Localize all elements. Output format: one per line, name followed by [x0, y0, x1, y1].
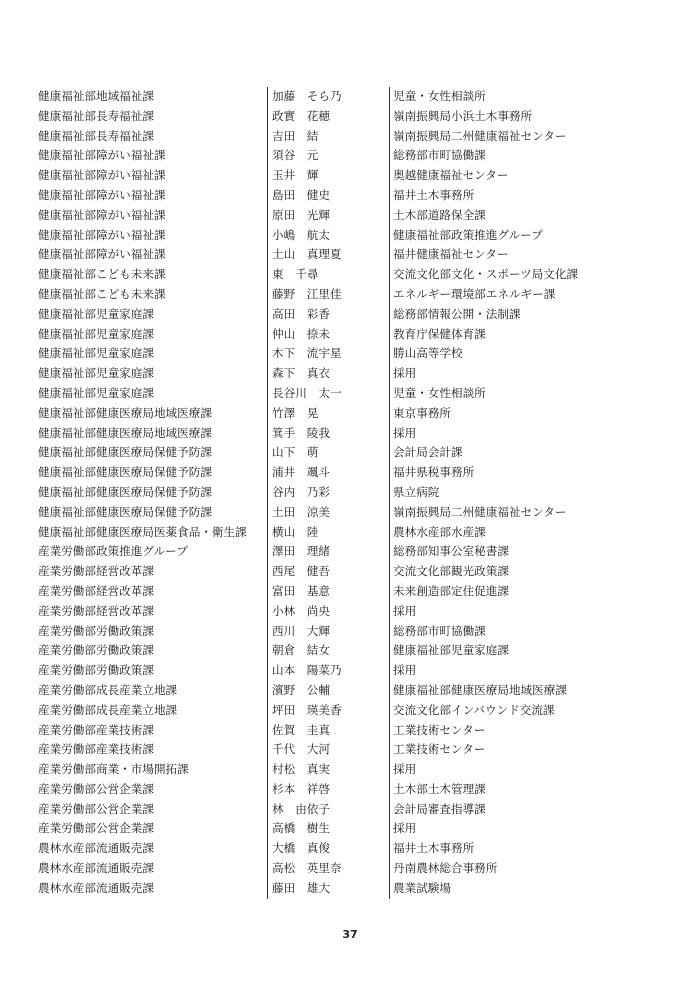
name-cell: 木下 流宇星: [267, 344, 389, 364]
previous-post-cell: 児童・女性相談所: [389, 384, 629, 404]
table-row: [38, 107, 638, 127]
name-cell: 藤野 江里佳: [267, 285, 389, 305]
department-cell: 健康福祉部こども未来課: [38, 286, 166, 301]
department-cell: 産業労働部経営改革課: [38, 564, 154, 579]
table-row: [38, 542, 638, 562]
table-row: [38, 780, 638, 800]
name-cell: 土田 涼美: [267, 503, 389, 523]
previous-post-cell: 嶺南振興局小浜土木事務所: [389, 107, 629, 127]
name-cell: 東 千尋: [267, 265, 389, 285]
name-cell: 高橋 樹生: [267, 819, 389, 839]
table-row: [38, 661, 638, 681]
previous-post-cell: 健康福祉部児童家庭課: [389, 641, 629, 661]
table-row: [38, 523, 638, 543]
previous-post-cell: 採用: [389, 760, 629, 780]
name-cell: 高田 彩香: [267, 305, 389, 325]
name-cell: 箕手 陵我: [267, 424, 389, 444]
previous-post-cell: 会計局会計課: [389, 443, 629, 463]
table-row: [38, 602, 638, 622]
previous-post-cell: 東京事務所: [389, 404, 629, 424]
previous-post-cell: 工業技術センター: [389, 721, 629, 741]
table-row: [38, 879, 638, 899]
previous-post-cell: 採用: [389, 661, 629, 681]
previous-post-cell: 採用: [389, 602, 629, 622]
table-row: [38, 285, 638, 305]
department-cell: 健康福祉部長寿福祉課: [38, 108, 154, 123]
department-cell: 健康福祉部児童家庭課: [38, 306, 154, 321]
table-row: [38, 760, 638, 780]
name-cell: 須谷 元: [267, 146, 389, 166]
table-row: [38, 265, 638, 285]
table-row: [38, 819, 638, 839]
department-cell: 農林水産部流通販売課: [38, 841, 154, 856]
previous-post-cell: 交流文化部文化・スポーツ局文化課: [389, 265, 629, 285]
name-cell: 土山 真理夏: [267, 245, 389, 265]
department-cell: 健康福祉部障がい福祉課: [38, 168, 166, 183]
department-cell: 健康福祉部児童家庭課: [38, 326, 154, 341]
department-cell: 産業労働部産業技術課: [38, 722, 154, 737]
table-row: [38, 226, 638, 246]
name-cell: 森下 真衣: [267, 364, 389, 384]
table-row: [38, 622, 638, 642]
previous-post-cell: 農業試験場: [389, 879, 629, 899]
department-cell: 産業労働部労働政策課: [38, 643, 154, 658]
name-cell: 加藤 そら乃: [267, 87, 389, 107]
table-row: [38, 344, 638, 364]
previous-post-cell: 県立病院: [389, 483, 629, 503]
name-cell: 横山 陸: [267, 523, 389, 543]
previous-post-cell: 丹南農林総合事務所: [389, 859, 629, 879]
department-cell: 農林水産部流通販売課: [38, 861, 154, 876]
previous-post-cell: 工業技術センター: [389, 740, 629, 760]
name-cell: 杉本 祥啓: [267, 780, 389, 800]
previous-post-cell: 福井県税事務所: [389, 463, 629, 483]
table-row: [38, 582, 638, 602]
name-cell: 浦井 颯斗: [267, 463, 389, 483]
department-cell: 健康福祉部こども未来課: [38, 267, 166, 282]
department-cell: 産業労働部経営改革課: [38, 583, 154, 598]
previous-post-cell: 嶺南振興局二州健康福祉センター: [389, 127, 629, 147]
table-row: [38, 641, 638, 661]
table-row: [38, 245, 638, 265]
name-cell: 藤田 雄大: [267, 879, 389, 899]
department-cell: 産業労働部経営改革課: [38, 603, 154, 618]
previous-post-cell: 採用: [389, 819, 629, 839]
table-row: [38, 186, 638, 206]
department-cell: 健康福祉部児童家庭課: [38, 366, 154, 381]
previous-post-cell: 採用: [389, 424, 629, 444]
name-cell: 林 由依子: [267, 800, 389, 820]
name-cell: 竹澤 晃: [267, 404, 389, 424]
name-cell: 西川 大輝: [267, 622, 389, 642]
department-cell: 健康福祉部地域福祉課: [38, 89, 154, 103]
previous-post-cell: 奥越健康福祉センター: [389, 166, 629, 186]
previous-post-cell: 総務部知事公室秘書課: [389, 542, 629, 562]
previous-post-cell: 採用: [389, 364, 629, 384]
name-cell: 千代 大河: [267, 740, 389, 760]
personnel-table: [38, 87, 638, 899]
table-row: [38, 325, 638, 345]
department-cell: 産業労働部労働政策課: [38, 623, 154, 638]
previous-post-cell: 福井健康福祉センター: [389, 245, 629, 265]
department-cell: 健康福祉部障がい福祉課: [38, 247, 166, 262]
name-cell: 山下 萌: [267, 443, 389, 463]
previous-post-cell: 交流文化部インバウンド交流課: [389, 701, 629, 721]
department-cell: 健康福祉部長寿福祉課: [38, 128, 154, 143]
department-cell: 健康福祉部障がい福祉課: [38, 187, 166, 202]
name-cell: 吉田 結: [267, 127, 389, 147]
table-row: [38, 721, 638, 741]
table-row: [38, 146, 638, 166]
table-row: [38, 503, 638, 523]
name-cell: 朝倉 結女: [267, 641, 389, 661]
department-cell: 健康福祉部健康医療局保健予防課: [38, 484, 212, 499]
department-cell: 健康福祉部児童家庭課: [38, 346, 154, 361]
name-cell: 村松 真実: [267, 760, 389, 780]
department-cell: 健康福祉部健康医療局地域医療課: [38, 405, 212, 420]
name-cell: 富田 基意: [267, 582, 389, 602]
table-row: [38, 87, 638, 107]
department-cell: 健康福祉部健康医療局医薬食品・衛生課: [38, 524, 247, 539]
previous-post-cell: 福井土木事務所: [389, 186, 629, 206]
department-cell: 健康福祉部障がい福祉課: [38, 207, 166, 222]
department-cell: 産業労働部成長産業立地課: [38, 682, 178, 697]
previous-post-cell: 福井土木事務所: [389, 839, 629, 859]
name-cell: 小嶋 航太: [267, 226, 389, 246]
name-cell: 佐賀 圭真: [267, 721, 389, 741]
name-cell: 山本 陽菜乃: [267, 661, 389, 681]
page-number: 37: [342, 928, 358, 941]
previous-post-cell: 土木部土木管理課: [389, 780, 629, 800]
name-cell: 島田 健史: [267, 186, 389, 206]
name-cell: 小林 尚央: [267, 602, 389, 622]
name-cell: 澤田 理緒: [267, 542, 389, 562]
department-cell: 健康福祉部健康医療局保健予防課: [38, 445, 212, 460]
previous-post-cell: エネルギー環境部エネルギー課: [389, 285, 629, 305]
department-cell: 健康福祉部健康医療局保健予防課: [38, 465, 212, 480]
name-cell: 坪田 瑛美香: [267, 701, 389, 721]
department-cell: 産業労働部成長産業立地課: [38, 702, 178, 717]
previous-post-cell: 教育庁保健体育課: [389, 325, 629, 345]
table-row: [38, 127, 638, 147]
name-cell: 仲山 捺未: [267, 325, 389, 345]
table-row: [38, 305, 638, 325]
table-row: [38, 681, 638, 701]
department-cell: 健康福祉部健康医療局保健予防課: [38, 504, 212, 519]
previous-post-cell: 健康福祉部政策推進グループ: [389, 226, 629, 246]
department-cell: 健康福祉部健康医療局地域医療課: [38, 425, 212, 440]
table-row: [38, 364, 638, 384]
previous-post-cell: 交流文化部観光政策課: [389, 562, 629, 582]
department-cell: 産業労働部公営企業課: [38, 821, 154, 836]
table-row: [38, 404, 638, 424]
department-cell: 産業労働部公営企業課: [38, 781, 154, 796]
table-row: [38, 384, 638, 404]
department-cell: 農林水産部流通販売課: [38, 880, 154, 895]
previous-post-cell: 未来創造部定住促進課: [389, 582, 629, 602]
table-row: [38, 206, 638, 226]
table-row: [38, 562, 638, 582]
department-cell: 産業労働部公営企業課: [38, 801, 154, 816]
previous-post-cell: 勝山高等学校: [389, 344, 629, 364]
department-cell: 産業労働部労働政策課: [38, 663, 154, 678]
table-row: [38, 839, 638, 859]
table-row: [38, 166, 638, 186]
department-cell: 健康福祉部児童家庭課: [38, 385, 154, 400]
department-cell: 健康福祉部障がい福祉課: [38, 227, 166, 242]
previous-post-cell: 総務部情報公開・法制課: [389, 305, 629, 325]
table-row: [38, 483, 638, 503]
previous-post-cell: 総務部市町協働課: [389, 146, 629, 166]
name-cell: 濱野 公輔: [267, 681, 389, 701]
department-cell: 健康福祉部障がい福祉課: [38, 148, 166, 163]
previous-post-cell: 農林水産部水産課: [389, 523, 629, 543]
department-cell: 産業労働部産業技術課: [38, 742, 154, 757]
name-cell: 谷内 乃彩: [267, 483, 389, 503]
name-cell: 西尾 健吾: [267, 562, 389, 582]
previous-post-cell: 健康福祉部健康医療局地域医療課: [389, 681, 629, 701]
previous-post-cell: 土木部道路保全課: [389, 206, 629, 226]
name-cell: 玉井 輝: [267, 166, 389, 186]
department-cell: 産業労働部政策推進グループ: [38, 544, 188, 559]
table-row: [38, 740, 638, 760]
name-cell: 高松 英里奈: [267, 859, 389, 879]
table-row: [38, 701, 638, 721]
table-row: [38, 463, 638, 483]
name-cell: 原田 光輝: [267, 206, 389, 226]
name-cell: 政實 花穂: [267, 107, 389, 127]
department-cell: 産業労働部商業・市場開拓課: [38, 762, 189, 777]
table-row: [38, 443, 638, 463]
table-row: [38, 424, 638, 444]
previous-post-cell: 嶺南振興局二州健康福祉センター: [389, 503, 629, 523]
table-row: [38, 859, 638, 879]
name-cell: 長谷川 太一: [267, 384, 389, 404]
table-row: [38, 800, 638, 820]
previous-post-cell: 総務部市町協働課: [389, 622, 629, 642]
previous-post-cell: 児童・女性相談所: [389, 87, 629, 107]
previous-post-cell: 会計局審査指導課: [389, 800, 629, 820]
name-cell: 大橋 真俊: [267, 839, 389, 859]
